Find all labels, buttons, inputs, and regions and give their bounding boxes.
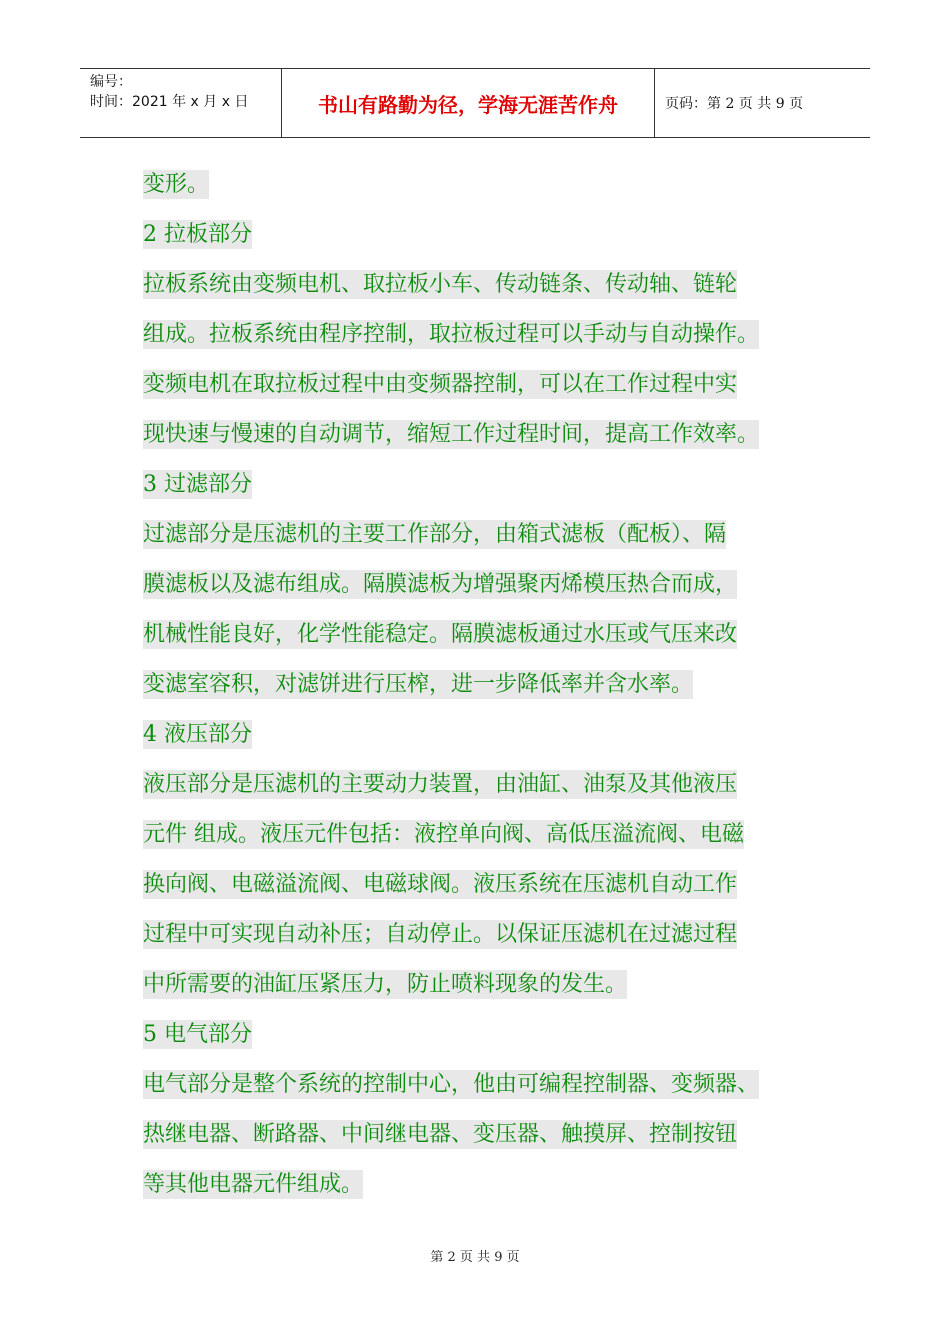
section-heading: 5 电气部分	[143, 1022, 252, 1047]
body-line: 热继电器、断路器、中间继电器、变压器、触摸屏、控制按钮	[143, 1122, 738, 1147]
body-line: 机械性能良好，化学性能稳定。隔膜滤板通过水压或气压来改	[143, 622, 738, 647]
body-line: 电气部分是整个系统的控制中心，他由可编程控制器、变频器、	[143, 1072, 760, 1097]
body-line: 液压部分是压滤机的主要动力装置，由油缸、油泵及其他液压	[143, 772, 738, 797]
page-footer: 第 2 页 共 9 页	[430, 1250, 520, 1265]
body-line: 变滤室容积，对滤饼进行压榨，进一步降低率并含水率。	[143, 672, 694, 697]
document-header	[80, 68, 870, 138]
section-heading: 4 液压部分	[143, 722, 252, 747]
document-body	[143, 160, 843, 1210]
header-page-info: 页码：第 2 页 共 9 页	[665, 96, 804, 112]
body-line: 中所需要的油缸压紧压力，防止喷料现象的发生。	[143, 972, 628, 997]
body-line: 变形。	[143, 172, 210, 197]
body-line: 等其他电器元件组成。	[143, 1172, 364, 1197]
body-line: 元件 组成。液压元件包括：液控单向阀、高低压溢流阀、电磁	[143, 822, 744, 847]
body-line: 过程中可实现自动补压；自动停止。以保证压滤机在过滤过程	[143, 922, 738, 947]
body-line: 膜滤板以及滤布组成。隔膜滤板为增强聚丙烯模压热合而成，	[143, 572, 738, 597]
body-line: 换向阀、电磁溢流阀、电磁球阀。液压系统在压滤机自动工作	[143, 872, 738, 897]
section-heading: 2 拉板部分	[143, 222, 252, 247]
body-line: 拉板系统由变频电机、取拉板小车、传动链条、传动轴、链轮	[143, 272, 738, 297]
body-line: 组成。拉板系统由程序控制，取拉板过程可以手动与自动操作。	[143, 322, 760, 347]
body-line: 现快速与慢速的自动调节，缩短工作过程时间，提高工作效率。	[143, 422, 760, 447]
body-line: 过滤部分是压滤机的主要工作部分，由箱式滤板（配板）、隔	[143, 522, 727, 547]
header-meta	[80, 69, 282, 137]
header-motto: 书山有路勤为径，学海无涯苦作舟	[282, 69, 655, 137]
document-date: 时间：2021 年 x 月 x 日	[90, 94, 249, 110]
section-heading: 3 过滤部分	[143, 472, 252, 497]
body-line: 变频电机在取拉板过程中由变频器控制，可以在工作过程中实	[143, 372, 738, 397]
document-number: 编号：	[90, 74, 132, 90]
